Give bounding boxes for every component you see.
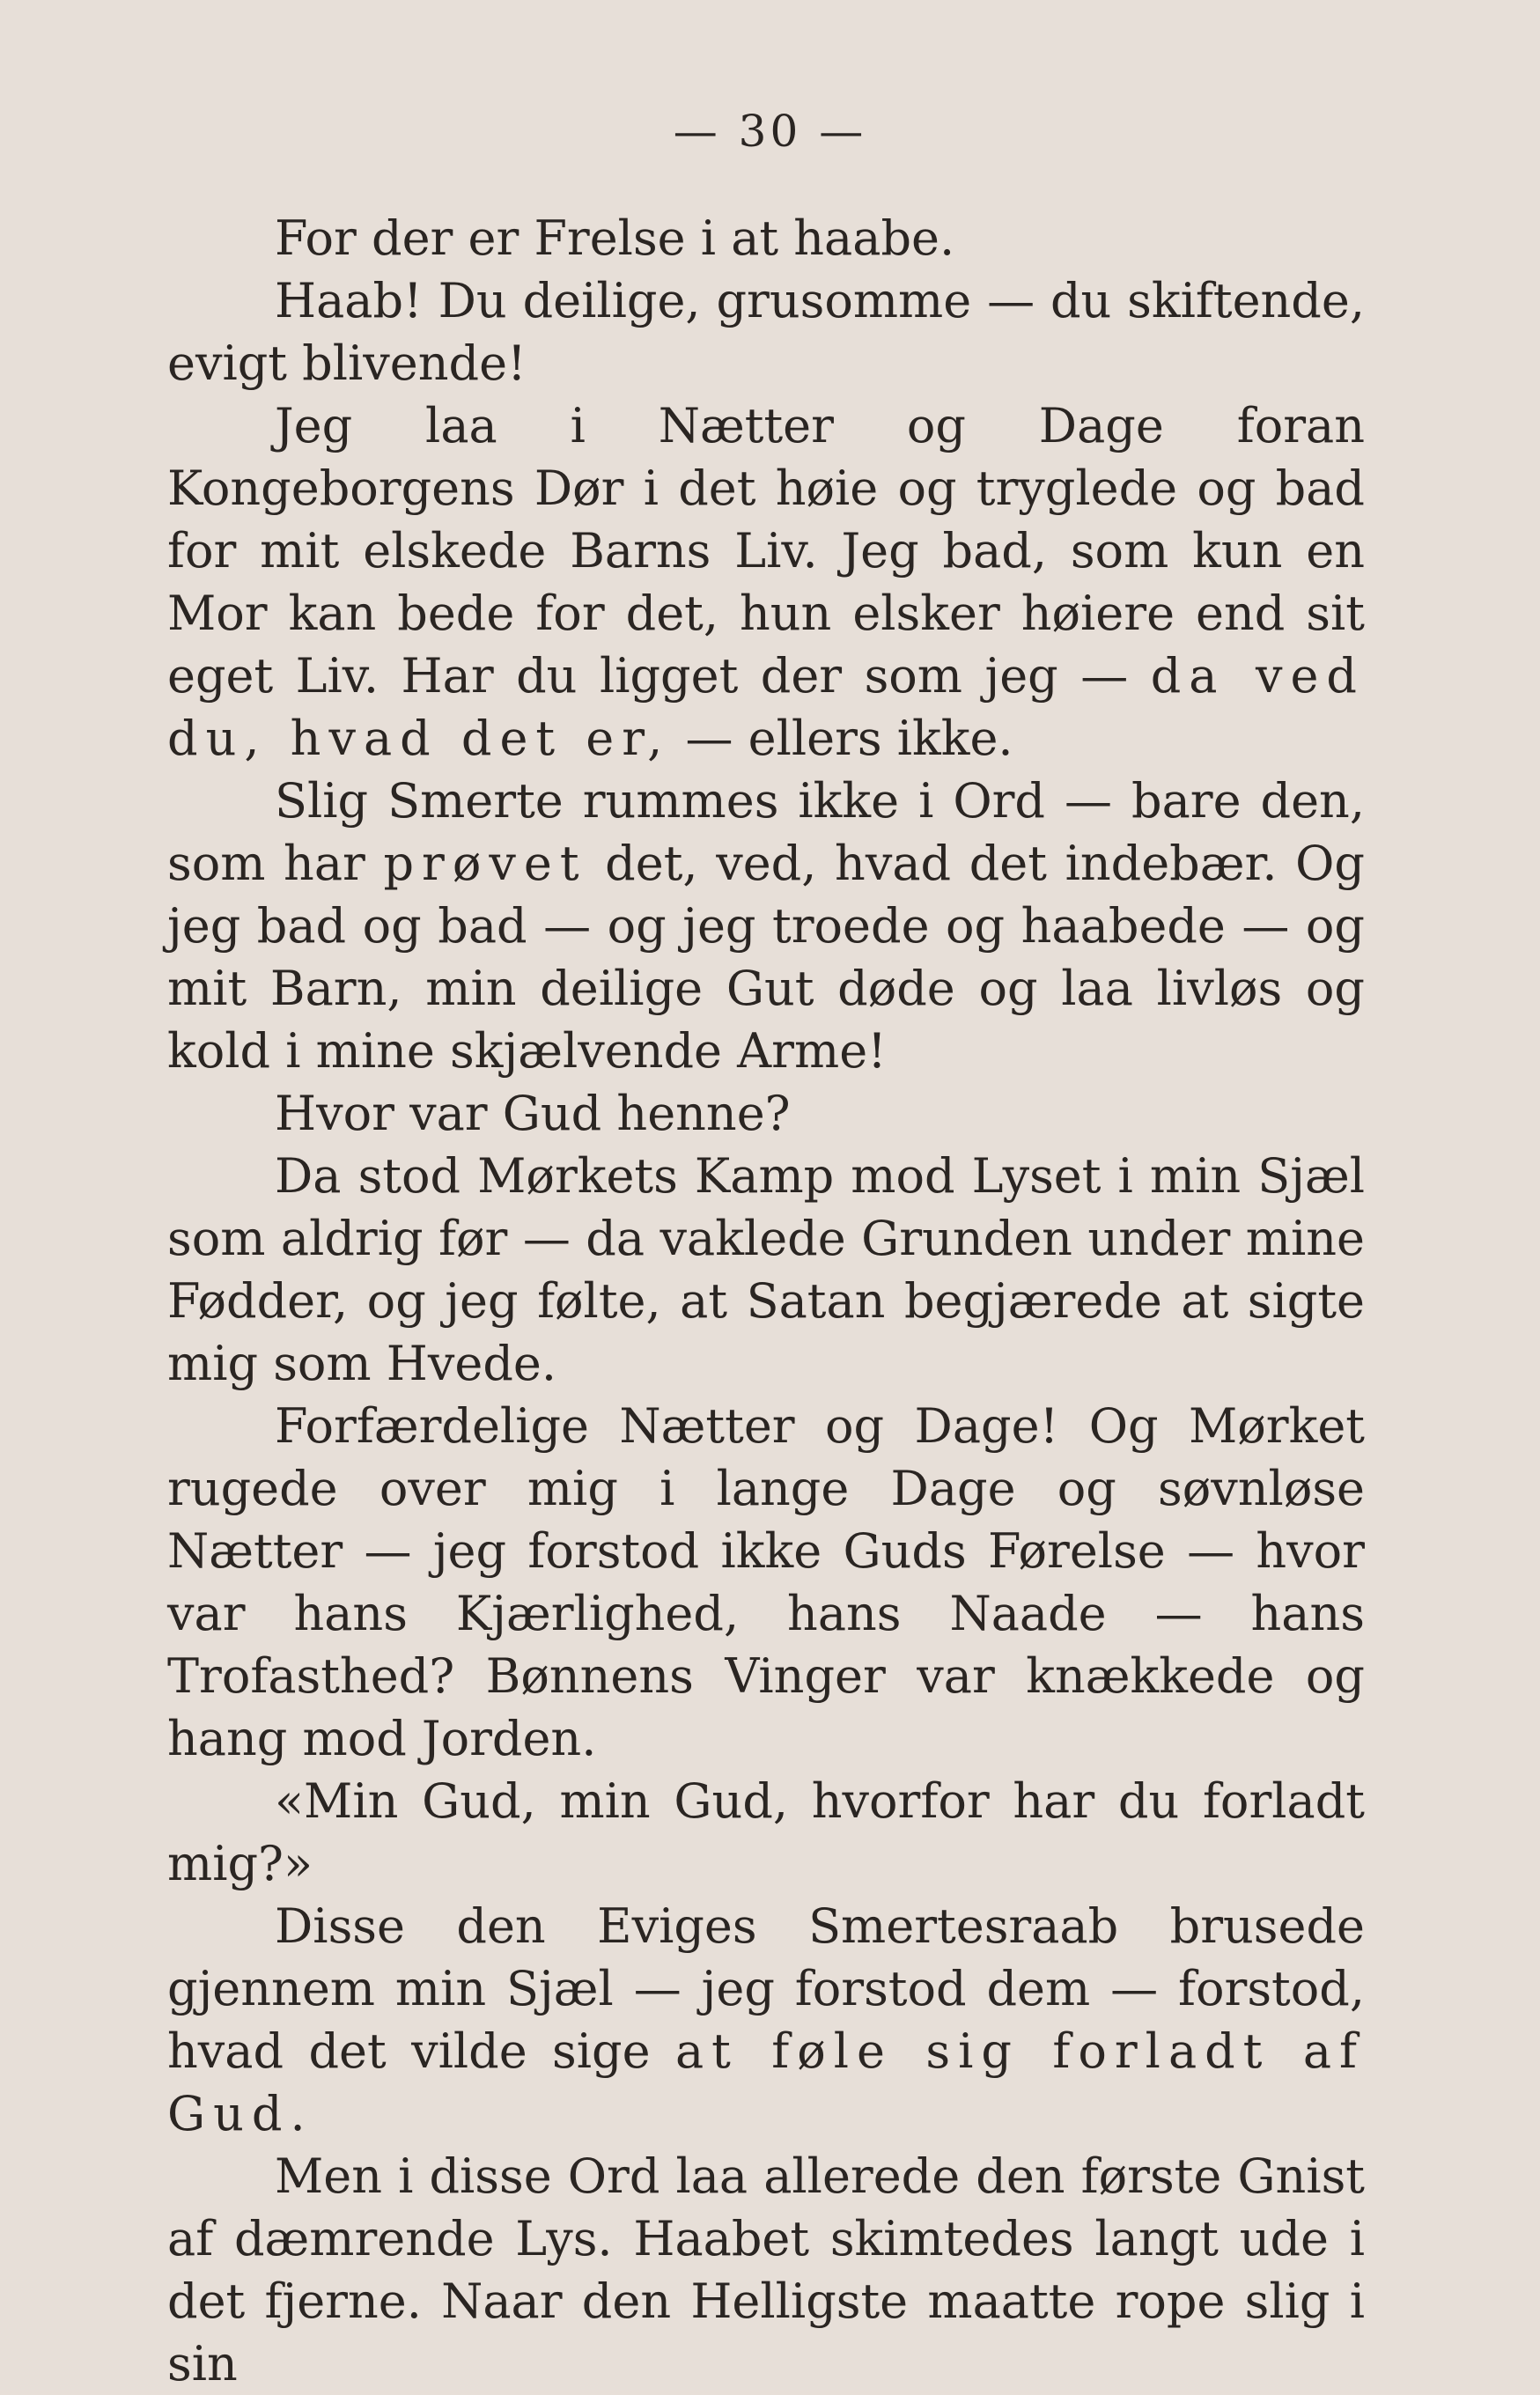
emphasized-text: at føle sig forladt af Gud. xyxy=(167,2023,1365,2141)
page-number: — 30 — xyxy=(673,106,867,157)
paragraph: Haab! Du deilige, grusomme — du skiftende, evigt blivende! xyxy=(167,273,1365,391)
text-span: Slig Smerte rummes ikke i Ord — bare den, som har xyxy=(167,773,1365,891)
paragraph: «Min Gud, min Gud, hvorfor har du forladt mig?» xyxy=(167,1773,1365,1891)
text-span: — ellers ikke. xyxy=(670,711,1013,766)
paragraph: For der er Frelse i at haabe. xyxy=(275,210,955,266)
emphasized-text: prøvet xyxy=(383,836,587,891)
paragraph: Hvor var Gud henne? xyxy=(275,1086,791,1141)
paragraph: Men i disse Ord laa allerede den første Gnist af dæmrende Lys. Haabet skimtedes langt ude i det fjerne. Naar den Helligste maatte rope slig i sin xyxy=(167,2148,1365,2391)
emphasized-text: da ved du, hvad det er, xyxy=(167,648,1365,766)
body-text xyxy=(167,207,1365,2395)
text-span: Disse den Eviges Smertesraab brusede gjennem min Sjæl — jeg forstod dem — forstod, hvad det vilde sige xyxy=(167,1898,1365,2079)
paragraph xyxy=(167,770,1365,1082)
text-span: det, ved, hvad det indebær. Og jeg bad og bad — og jeg troede og haabede — og mit Barn, min deilige Gut døde og laa livløs og kold i mine skjælvende Arme! xyxy=(167,836,1365,1079)
text-span: Jeg laa i Nætter og Dage foran Kongeborgens Dør i det høie og tryglede og bad for mit elskede Barns Liv. Jeg bad, som kun en Mor kan bede for det, hun elsker høiere end sit eget Liv. Har du ligget der som jeg — xyxy=(167,398,1365,704)
paragraph: Forfærdelige Nætter og Dage! Og Mørket rugede over mig i lange Dage og søvnløse Nætter — jeg forstod ikke Guds Førelse — hvor var hans Kjærlighed, hans Naade — hans Trofasthed? Bønnens Vinger var knækkede og hang mod Jorden. xyxy=(167,1398,1365,1766)
paragraph: Da stod Mørkets Kamp mod Lyset i min Sjæl som aldrig før — da vaklede Grunden under mine Fødder, og jeg følte, at Satan begjærede at sigte mig som Hvede. xyxy=(167,1148,1365,1391)
paragraph xyxy=(167,394,1365,770)
paragraph xyxy=(167,1895,1365,2145)
